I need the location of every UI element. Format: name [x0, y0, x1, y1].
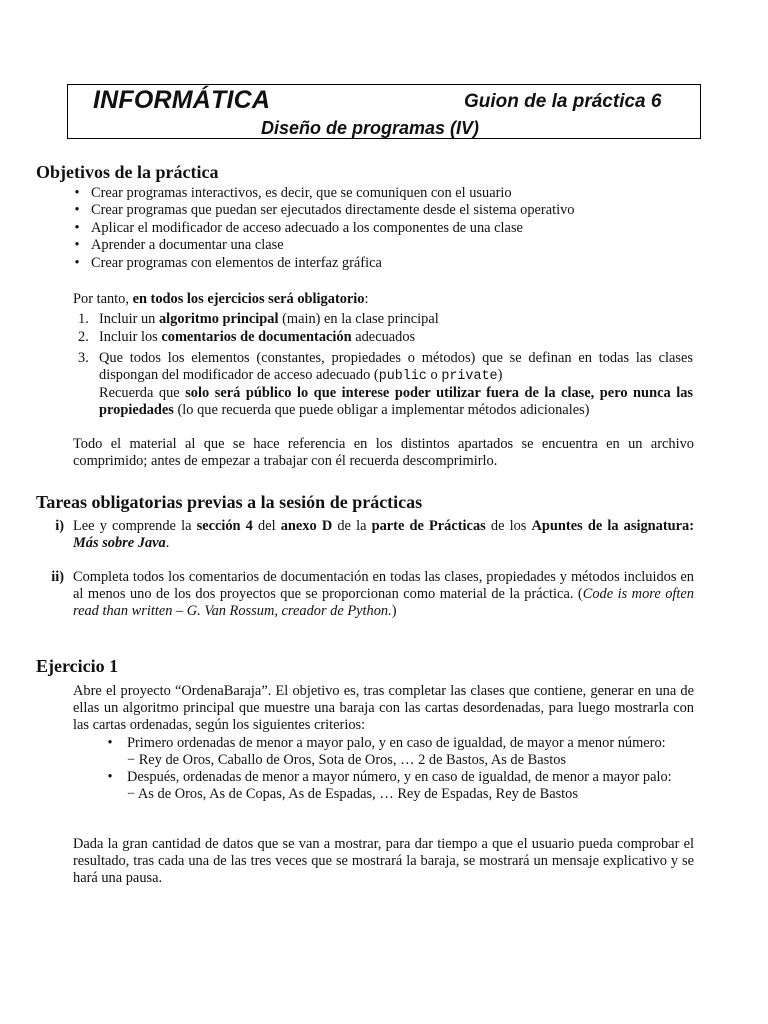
list-item: 2. Incluir los comentarios de documentación adecuados: [78, 329, 416, 345]
list-item: • Primero ordenadas de menor a mayor palo, y en caso de igualdad, de mayor a menor número: − Rey de Oros, Caballo de Oros, Sota de Oros, … 2 de Bastos, As de Bastos: [105, 735, 694, 769]
tarea-text: Lee y comprende la sección 4 del anexo D de la parte de Prácticas de los Apuntes de la asignatura: Más sobre Java.: [73, 518, 695, 551]
header-box: [67, 84, 701, 139]
list-item: 3. Que todos los elementos (constantes, propiedades o métodos) que se definan en todas las clases dispongan del modificador de acceso adecuado (public o private) Recuerda que solo será público lo que interese poder utilizar fuera de la clase, pero nunca las propiedades (lo que recuerda que puede obligar a implementar métodos adicionales): [78, 350, 693, 418]
bullet-icon: •: [74, 202, 80, 219]
document-course-title: INFORMÁTICA: [93, 86, 271, 114]
tarea-label: i): [55, 518, 64, 534]
example-line: − As de Oros, As de Copas, As de Espadas, … Rey de Espadas, Rey de Bastos: [127, 786, 578, 802]
list-item: • Crear programas que puedan ser ejecutados directamente desde el sistema operativo: [72, 202, 692, 219]
ejercicio1-intro: Abre el proyecto “OrdenaBaraja”. El objetivo es, tras completar las clases que contiene, generar en una de ellas un algoritmo principal que muestre una baraja con las cartas desordenadas, para luego mostrarla con las cartas ordenadas, según los siguientes criterios:: [73, 683, 694, 733]
material-note: Todo el material al que se hace referencia en los distintos apartados se encuentra en un archivo comprimido; antes de empezar a trabajar con él recuerda descomprimirlo.: [73, 436, 694, 469]
objetivos-list: [72, 185, 692, 272]
ejercicio1-closing: Dada la gran cantidad de datos que se van a mostrar, para dar tiempo a que el usuario pueda comprobar el resultado, tras cada una de las tres veces que se mostrará la baraja, se mostrará un mensaje explicativo y se hará una pausa.: [73, 836, 694, 886]
bullet-icon: •: [74, 185, 80, 201]
list-item: • Crear programas interactivos, es decir, que se comuniquen con el usuario: [72, 185, 692, 202]
ejercicio1-criterios: [105, 735, 694, 803]
tarea-label: ii): [51, 569, 64, 585]
list-item: • Después, ordenadas de menor a mayor número, y en caso de igualdad, de menor a mayor palo: − As de Oros, As de Copas, As de Espadas, … Rey de Espadas, Rey de Bastos: [105, 769, 694, 803]
document-subtitle: Diseño de programas (IV): [261, 118, 480, 138]
bullet-icon: •: [107, 769, 113, 785]
tarea-ii: [34, 569, 694, 623]
bullet-icon: •: [74, 219, 80, 236]
bullet-icon: •: [74, 254, 80, 271]
list-item: • Crear programas con elementos de interfaz gráfica: [72, 255, 692, 272]
objetivos-heading: Objetivos de la práctica: [36, 162, 219, 182]
tarea-i: [34, 518, 694, 554]
example-line: − Rey de Oros, Caballo de Oros, Sota de Oros, … 2 de Bastos, As de Bastos: [127, 752, 566, 768]
list-item: 1. Incluir un algoritmo principal (main) en la clase principal: [78, 311, 439, 327]
list-item: • Aplicar el modificador de acceso adecuado a los componentes de una clase: [72, 220, 692, 237]
bullet-icon: •: [74, 237, 80, 254]
tarea-text: Completa todos los comentarios de documentación en todas las clases, propiedades y métodos incluidos en al menos uno de los dos proyectos que se proporcionan como material de la práctica. (Code is more often read than written – G. Van Rossum, creador de Python.): [73, 569, 694, 619]
obligatorio-list: [78, 311, 693, 419]
obligatorio-intro: Por tanto, en todos los ejercicios será obligatorio:: [73, 291, 369, 307]
bullet-icon: •: [107, 735, 113, 751]
tareas-heading: Tareas obligatorias previas a la sesión de prácticas: [36, 492, 423, 512]
document-guide-title: Guion de la práctica 6: [464, 91, 662, 112]
ejercicio1-heading: Ejercicio 1: [36, 656, 119, 676]
list-item: • Aprender a documentar una clase: [72, 237, 692, 254]
